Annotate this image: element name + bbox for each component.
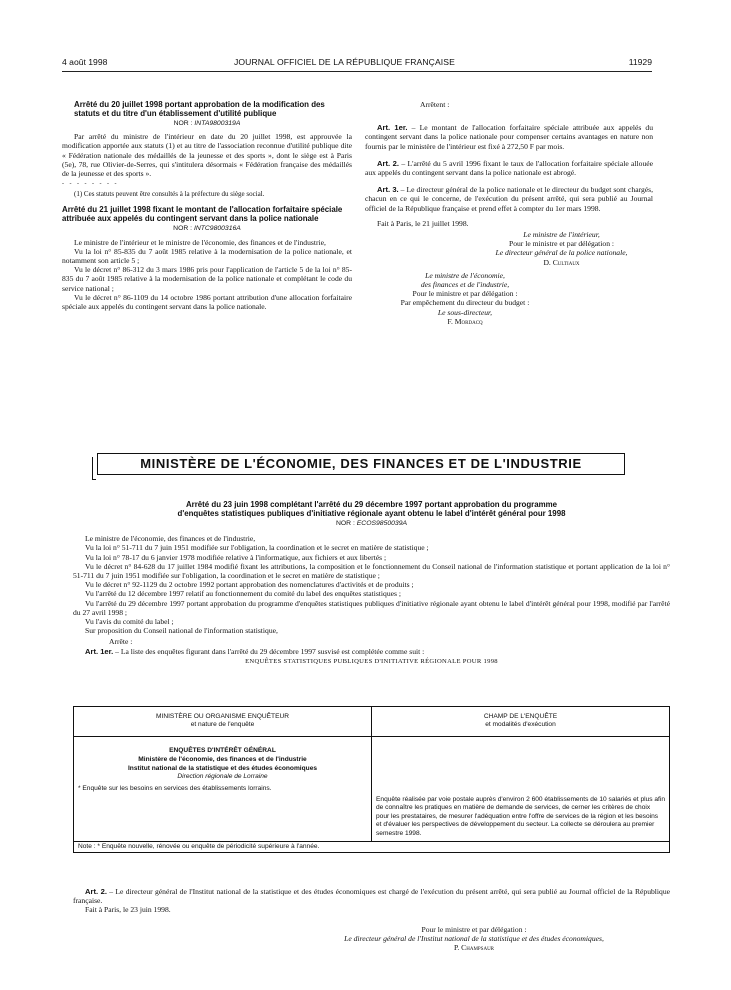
decree-3-visa-7: Vu l'avis du comité du label ; [85,617,174,627]
table-note: Note : * Enquête nouvelle, rénovée ou enquête de périodicité supérieure à l'année. [74,842,670,853]
decree-3-nor: NOR : ECOS9850039A [335,520,408,527]
section-title: ENQUÊTES D'INTÉRÊT GÉNÉRAL [169,747,276,754]
signature-ministre-economie: Le ministre de l'économie, [425,270,505,280]
signature-dgpn-title: Le directeur général de la police nationale, [495,248,628,258]
decree-2-visa-1: Vu la loi n° 85-835 du 7 août 1985 relative à la modernisation de la police nationale, et notamment son article 5 ; [62,246,352,266]
table-header-col-2: CHAMP DE L'ENQUÊTE et modalités d'exécution [372,707,670,737]
decree-2-visa-3: Vu le décret n° 86-1109 du 14 octobre 1986 portant attribution d'une allocation forfaitaire spéciale aux appelés du contingent servant dans la police nationale. [62,292,352,312]
table-header-row [74,707,670,737]
table-cell-scope [372,737,670,842]
decree-3-article-1: Art. 1er. – La liste des enquêtes figurant dans l'arrêté du 29 décembre 1997 susvisé est complétée comme suit : [85,646,425,656]
arretent-label: Arrêtent : [420,100,450,109]
table-cell-organism [74,737,372,842]
decree-1-footnote: (1) Ces statuts peuvent être consultés à la préfecture du siège social. [74,190,265,199]
decree-3-date-place: Fait à Paris, le 23 juin 1998. [85,905,171,915]
decree-2-preamble: Le ministre de l'intérieur et le ministre de l'économie, des finances et de l'industrie, [74,237,326,247]
decree-3-closing [73,887,670,952]
signature-name-mordacq: F. Mordacq [447,316,483,326]
decree-1-title: Arrêté du 20 juillet 1998 portant approbation de la modification des statuts et du titre d'un établissement d'utilité publique [74,100,325,118]
decree-3-visa-1: Vu la loi n° 51-711 du 7 juin 1951 modifiée sur l'obligation, la coordination et le secret en matière de statistique ; [85,543,429,553]
signature-ministre-economie-2: des finances et de l'industrie, [420,280,510,290]
decree-2-visa-2: Vu le décret n° 86-312 du 3 mars 1986 pris pour l'application de l'article 5 de la loi n° 85-835 du 7 août 1985 relative à la modernisation de la police nationale et complétant le code du service national ; [62,265,352,293]
signature-name-cultiaux: D. Cultiaux [543,257,580,267]
decree-2-article-3: Art. 3. – Le directeur général de la police nationale et le directeur du budget sont chargés, chacun en ce qui le concerne, de l'exécution du présent arrêté, qui sera publié au Journal officiel de la République française et prend effet à compter du 1er mars 1998. [365,185,653,213]
decree-3-article-2: Art. 2. – Le directeur général de l'Institut national de la statistique et des études économiques est chargé de l'exécution du présent arrêté, qui sera publié au Journal officiel de la République française. [73,887,670,906]
section-ministry: Ministère de l'économie, des finances et de l'industrie [138,756,307,764]
decree-3-title-line-2: d'enquêtes statistiques publiques d'initiative régionale ayant obtenu le label d'intérêt général pour 1998 [177,509,566,518]
decree-3-title-line-1: Arrêté du 23 juin 1998 complétant l'arrêté du 29 décembre 1997 portant approbation du programme [185,500,558,509]
decree-2-article-1: Art. 1er. – Le montant de l'allocation forfaitaire spéciale attribuée aux appelés du contingent servant dans la police nationale pour compenser certains avantages en nature non fournis par le ministère de l'intérieur est fixé à 272,50 F par mois. [365,123,653,151]
table-header-col-1: MINISTÈRE OU ORGANISME ENQUÊTEUR et nature de l'enquête [74,707,372,737]
decree-3-visa-4: Vu le décret n° 92-1129 du 2 octobre 1992 portant approbation des nomenclatures d'activités et de produits ; [85,580,414,590]
header-page-number: 11929 [628,57,652,67]
survey-name: * Enquête sur les besoins en services des établissements lorrains. [78,784,272,792]
decree-3-visa-6: Vu l'arrêté du 29 décembre 1997 portant approbation du programme d'enquêtes statistiques publiques d'initiative régionale ayant obtenu le label d'intérêt général pour 1998, modifié par l'arrêté du 27 avril 1998 ; [73,598,670,617]
signature-delegation-2: Pour le ministre et par délégation : [412,289,518,299]
decree-3-proposition: Sur proposition du Conseil national de l'information statistique, [85,626,278,636]
decree-2-nor: NOR : INTC9800316A [173,225,241,233]
header-journal-title: JOURNAL OFFICIEL DE LA RÉPUBLIQUE FRANÇAISE [234,57,455,67]
decree-3-preamble: Le ministre de l'économie, des finances et de l'industrie, [85,534,256,544]
decree-2-date-place: Fait à Paris, le 21 juillet 1998. [377,218,469,228]
signature-ministre-interieur: Le ministre de l'intérieur, [523,230,600,240]
table-row [74,737,670,842]
decree-3-visa-5: Vu l'arrêté du 12 décembre 1997 relatif au fonctionnement du comité du label des enquêtes statistiques ; [85,589,401,599]
separator-dots: - - - - - - - - [62,181,119,188]
ministry-banner: MINISTÈRE DE L'ÉCONOMIE, DES FINANCES ET DE L'INDUSTRIE [97,453,625,475]
signature-name-champsaur: P. Champsaur [453,943,495,953]
decree-1-body: Par arrêté du ministre de l'intérieur en date du 20 juillet 1998, est approuvée la modification apportée aux statuts (1) et au titre de l'association reconnue d'utilité publique dite « Fédération nationale des médaillés de la jeunesse et des sports », dont le siège est à Paris (5e), 78, rue Olivier-de-Serres, qui s'intitulera désormais « Fédération française des médaillés de la jeunesse et des sports ». [62,132,352,179]
signature-sous-directeur: Le sous-directeur, [437,307,493,317]
right-column [365,100,653,326]
page-header [62,57,652,71]
enquetes-table [73,706,670,853]
signature-insee-title: Le directeur général de l'Institut national de la statistique et des études économiques, [344,933,604,943]
decree-2-title: Arrêté du 21 juillet 1998 fixant le montant de l'allocation forfaitaire spéciale attribuée aux appelés du contingent servant dans la police nationale [62,205,343,224]
signature-delegation-1: Pour le ministre et par délégation : [508,239,615,249]
decree-3-visa-2: Vu la loi n° 78-17 du 6 janvier 1978 modifiée relative à l'informatique, aux fichiers et aux libertés ; [85,552,387,562]
decree-3-arrete-label: Arrête : [109,637,133,647]
header-rule [62,71,652,72]
table-title: ENQUÊTES STATISTIQUES PUBLIQUES D'INITIATIVE RÉGIONALE POUR 1998 [245,657,498,665]
section-direction: Direction régionale de Lorraine [177,773,268,781]
decree-1-nor: NOR : INTA9800319A [173,120,241,127]
survey-description: Enquête réalisée par voie postale auprès d'environ 2 600 établissements de 10 salariés et plus afin de connaître les pratiques en matière de demande de services, de cerner les critères de choix pour les prestataires, de mesurer l'adéquation entre l'offre de services de la région et les besoins et d'évaluer les perspectives de développement du secteur. La collecte se déroulera au premier semestre 1998. [376,796,666,837]
decree-3-visa-3: Vu le décret n° 84-628 du 17 juillet 1984 modifié fixant les attributions, la composition et le fonctionnement du Conseil national de l'information statistique et portant application de la loi n° 51-711 du 7 juin 1951 modifiée sur l'obligation, la coordination et le secret en matière de statistique ; [73,561,670,581]
table-note-row [74,842,670,853]
left-column [62,100,352,311]
decree-3 [73,500,670,666]
signature-empechement: Par empêchement du directeur du budget : [400,298,530,308]
section-insee: Institut national de la statistique et des études économiques [127,764,318,772]
signature-delegation-3: Pour le ministre et par délégation : [421,924,527,934]
decree-2-article-2: Art. 2. – L'arrêté du 5 avril 1996 fixant le taux de l'allocation forfaitaire spéciale allouée aux appelés du contingent servant dans la police nationale est abrogé. [365,158,653,178]
header-date: 4 août 1998 [62,57,108,67]
